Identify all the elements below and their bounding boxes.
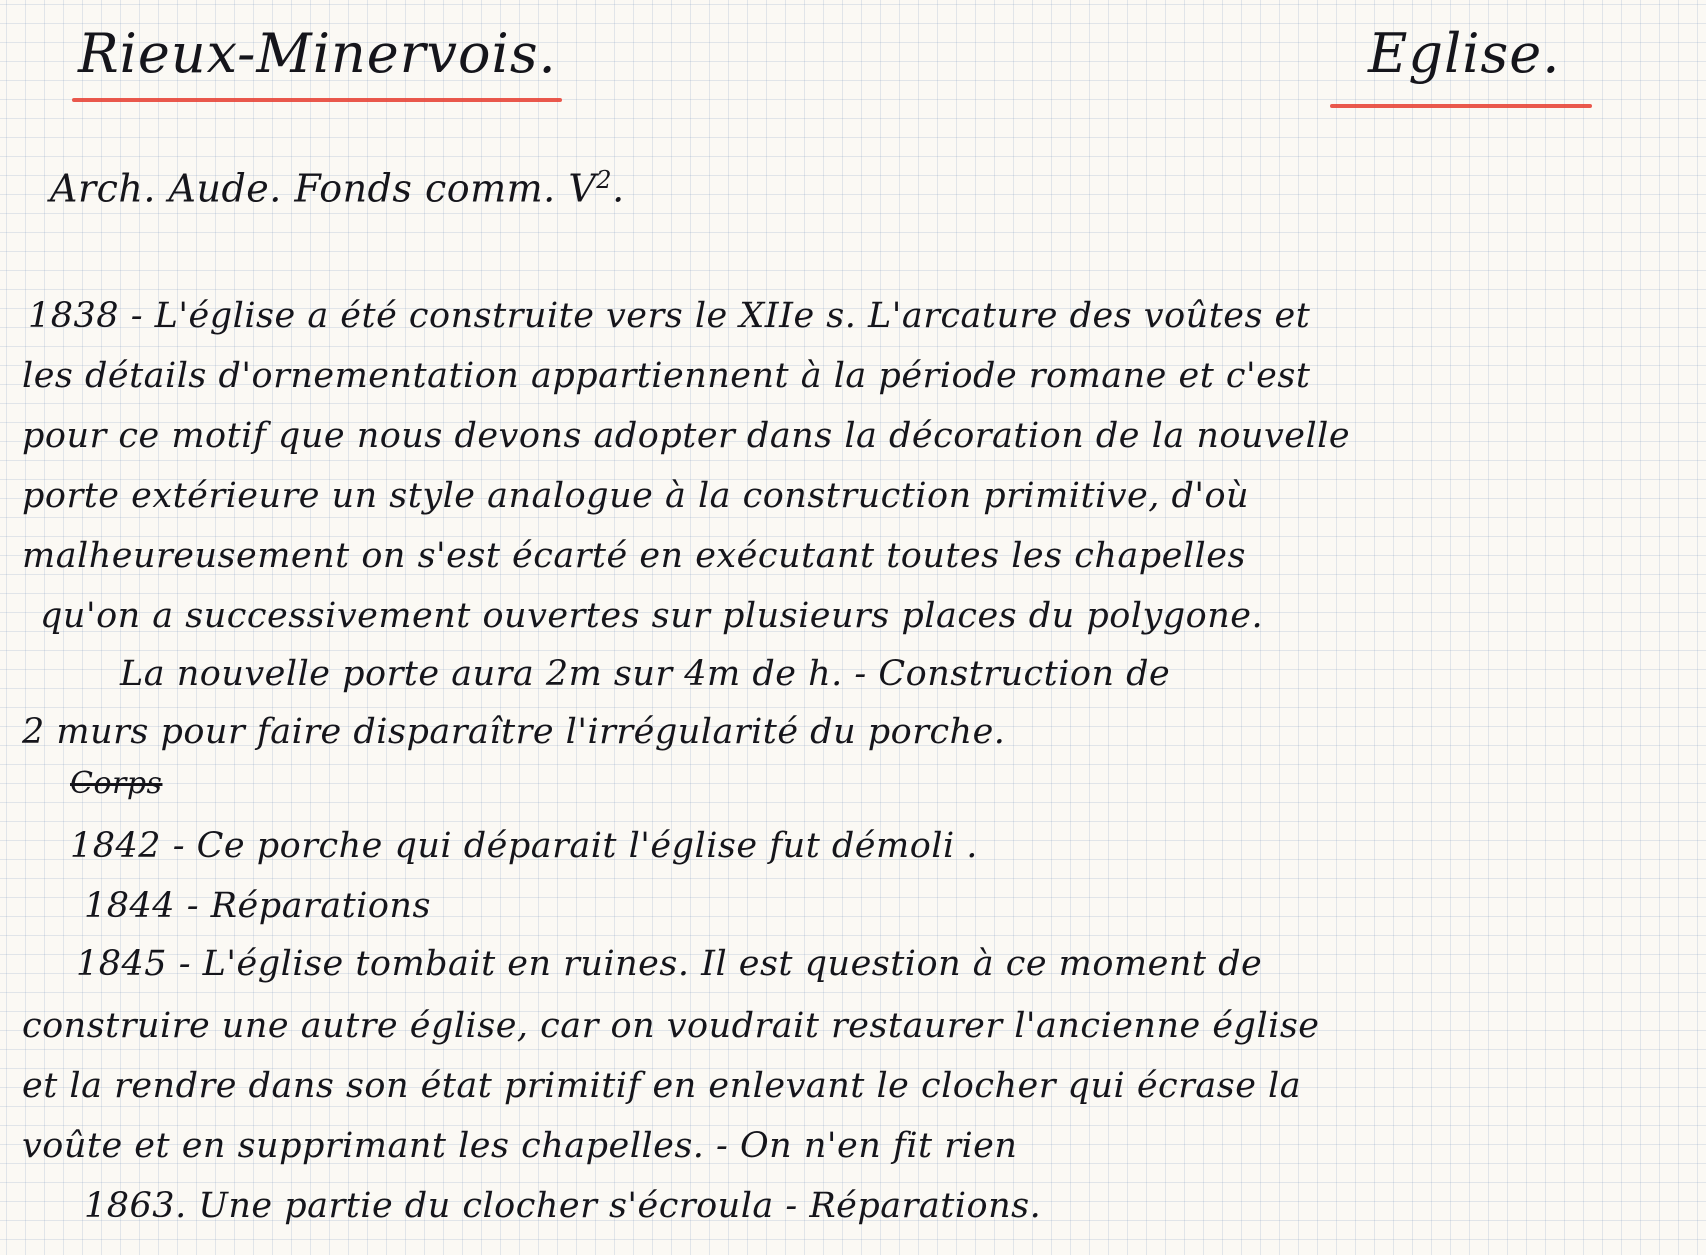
archive-reference xyxy=(50,166,625,211)
note-line: et la rendre dans son état primitif en enlevant le clocher qui écrase la xyxy=(22,1066,1302,1106)
struck-out-word: Corps xyxy=(70,766,163,801)
archive-reference-tail: . xyxy=(612,166,625,211)
subject-title-underline xyxy=(1330,104,1592,108)
note-line: les détails d'ornementation appartiennent à la période romane et c'est xyxy=(22,356,1311,396)
subject-title: Eglise. xyxy=(1368,22,1561,85)
note-line: 1838 - L'église a été construite vers le XIIe s. L'arcature des voûtes et xyxy=(28,296,1311,336)
archive-reference-sup: 2 xyxy=(596,166,613,194)
note-line: pour ce motif que nous devons adopter dans la décoration de la nouvelle xyxy=(22,416,1351,456)
note-line: 1845 - L'église tombait en ruines. Il est question à ce moment de xyxy=(76,944,1263,984)
place-title-underline xyxy=(72,98,562,102)
note-line: 1844 - Réparations xyxy=(84,886,431,926)
note-line: La nouvelle porte aura 2m sur 4m de h. - Construction de xyxy=(120,654,1171,694)
note-line: voûte et en supprimant les chapelles. - On n'en fit rien xyxy=(22,1126,1018,1166)
place-title: Rieux-Minervois. xyxy=(78,22,557,85)
note-line: malheureusement on s'est écarté en exécutant toutes les chapelles xyxy=(22,536,1246,576)
note-line: porte extérieure un style analogue à la construction primitive, d'où xyxy=(22,476,1250,516)
note-line: 2 murs pour faire disparaître l'irrégularité du porche. xyxy=(22,712,1006,752)
archive-reference-text: Arch. Aude. Fonds comm. V xyxy=(50,166,597,211)
note-line: 1842 - Ce porche qui déparait l'église fut démoli . xyxy=(70,826,978,866)
note-line: qu'on a successivement ouvertes sur plusieurs places du polygone. xyxy=(40,596,1264,636)
note-line: 1863. Une partie du clocher s'écroula - Réparations. xyxy=(84,1186,1042,1226)
note-line: construire une autre église, car on voudrait restaurer l'ancienne église xyxy=(22,1006,1320,1046)
